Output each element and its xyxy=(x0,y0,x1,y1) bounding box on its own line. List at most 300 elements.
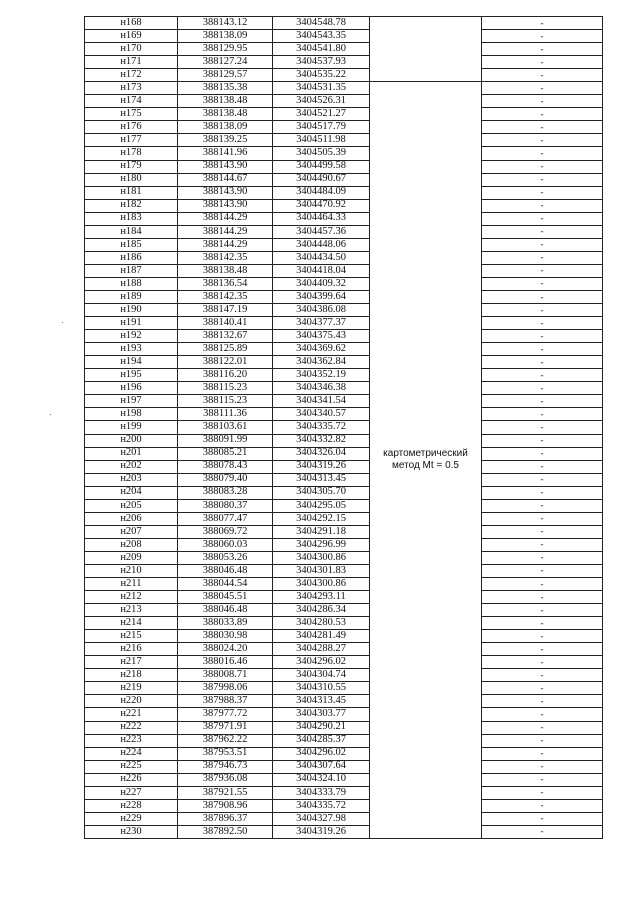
y-coordinate-cell: 3404521.27 xyxy=(273,108,370,121)
y-coordinate-cell: 3404296.02 xyxy=(273,747,370,760)
dash-cell: - xyxy=(482,212,603,225)
dash-cell: - xyxy=(482,382,603,395)
x-coordinate-cell: 388085.21 xyxy=(178,447,273,460)
dash-cell: - xyxy=(482,486,603,499)
table-row xyxy=(85,251,603,264)
table-row xyxy=(85,499,603,512)
y-coordinate-cell: 3404511.98 xyxy=(273,134,370,147)
table-row xyxy=(85,786,603,799)
dash-cell: - xyxy=(482,395,603,408)
y-coordinate-cell: 3404305.70 xyxy=(273,486,370,499)
point-id-cell: н220 xyxy=(85,695,178,708)
x-coordinate-cell: 388024.20 xyxy=(178,643,273,656)
table-row xyxy=(85,408,603,421)
table-row xyxy=(85,186,603,199)
x-coordinate-cell: 388143.90 xyxy=(178,186,273,199)
x-coordinate-cell: 387946.73 xyxy=(178,760,273,773)
dash-cell: - xyxy=(482,617,603,630)
table-row xyxy=(85,525,603,538)
point-id-cell: н221 xyxy=(85,708,178,721)
point-id-cell: н211 xyxy=(85,578,178,591)
table-row xyxy=(85,799,603,812)
point-id-cell: н174 xyxy=(85,95,178,108)
point-id-cell: н205 xyxy=(85,499,178,512)
point-id-cell: н229 xyxy=(85,812,178,825)
y-coordinate-cell: 3404448.06 xyxy=(273,238,370,251)
y-coordinate-cell: 3404352.19 xyxy=(273,369,370,382)
x-coordinate-cell: 388060.03 xyxy=(178,538,273,551)
x-coordinate-cell: 387896.37 xyxy=(178,812,273,825)
point-id-cell: н209 xyxy=(85,551,178,564)
point-id-cell: н172 xyxy=(85,69,178,82)
point-id-cell: н212 xyxy=(85,591,178,604)
y-coordinate-cell: 3404300.86 xyxy=(273,578,370,591)
table-row xyxy=(85,551,603,564)
dash-cell: - xyxy=(482,473,603,486)
y-coordinate-cell: 3404543.35 xyxy=(273,30,370,43)
dash-cell: - xyxy=(482,760,603,773)
x-coordinate-cell: 387936.08 xyxy=(178,773,273,786)
table-row xyxy=(85,564,603,577)
dash-cell: - xyxy=(482,343,603,356)
point-id-cell: н199 xyxy=(85,421,178,434)
y-coordinate-cell: 3404541.80 xyxy=(273,43,370,56)
point-id-cell: н185 xyxy=(85,238,178,251)
x-coordinate-cell: 388142.35 xyxy=(178,251,273,264)
x-coordinate-cell: 388141.96 xyxy=(178,147,273,160)
dash-cell: - xyxy=(482,108,603,121)
table-row xyxy=(85,825,603,838)
dash-cell: - xyxy=(482,695,603,708)
point-id-cell: н195 xyxy=(85,369,178,382)
dash-cell: - xyxy=(482,434,603,447)
dash-cell: - xyxy=(482,564,603,577)
y-coordinate-cell: 3404285.37 xyxy=(273,734,370,747)
dash-cell: - xyxy=(482,447,603,460)
y-coordinate-cell: 3404386.08 xyxy=(273,304,370,317)
y-coordinate-cell: 3404341.54 xyxy=(273,395,370,408)
x-coordinate-cell: 388127.24 xyxy=(178,56,273,69)
x-coordinate-cell: 387892.50 xyxy=(178,825,273,838)
x-coordinate-cell: 387962.22 xyxy=(178,734,273,747)
x-coordinate-cell: 388129.57 xyxy=(178,69,273,82)
point-id-cell: н191 xyxy=(85,317,178,330)
y-coordinate-cell: 3404296.99 xyxy=(273,538,370,551)
y-coordinate-cell: 3404377.37 xyxy=(273,317,370,330)
dash-cell: - xyxy=(482,330,603,343)
y-coordinate-cell: 3404303.77 xyxy=(273,708,370,721)
point-id-cell: н180 xyxy=(85,173,178,186)
y-coordinate-cell: 3404301.83 xyxy=(273,564,370,577)
point-id-cell: н225 xyxy=(85,760,178,773)
dash-cell: - xyxy=(482,225,603,238)
y-coordinate-cell: 3404399.64 xyxy=(273,290,370,303)
point-id-cell: н227 xyxy=(85,786,178,799)
point-id-cell: н198 xyxy=(85,408,178,421)
table-row xyxy=(85,225,603,238)
coordinates-table-body xyxy=(85,17,603,839)
x-coordinate-cell: 388030.98 xyxy=(178,630,273,643)
table-row xyxy=(85,578,603,591)
coordinates-table xyxy=(84,16,603,839)
point-id-cell: н188 xyxy=(85,277,178,290)
dash-cell: - xyxy=(482,369,603,382)
table-row xyxy=(85,173,603,186)
dash-cell: - xyxy=(482,160,603,173)
x-coordinate-cell: 388142.35 xyxy=(178,290,273,303)
dash-cell: - xyxy=(482,460,603,473)
table-row xyxy=(85,330,603,343)
y-coordinate-cell: 3404310.55 xyxy=(273,682,370,695)
point-id-cell: н226 xyxy=(85,773,178,786)
point-id-cell: н181 xyxy=(85,186,178,199)
x-coordinate-cell: 388144.29 xyxy=(178,212,273,225)
dash-cell: - xyxy=(482,356,603,369)
scan-speck xyxy=(50,414,51,415)
point-id-cell: н219 xyxy=(85,682,178,695)
y-coordinate-cell: 3404326.04 xyxy=(273,447,370,460)
dash-cell: - xyxy=(482,525,603,538)
point-id-cell: н203 xyxy=(85,473,178,486)
point-id-cell: н183 xyxy=(85,212,178,225)
table-row xyxy=(85,669,603,682)
method-note-cell xyxy=(370,82,482,839)
y-coordinate-cell: 3404418.04 xyxy=(273,264,370,277)
y-coordinate-cell: 3404304.74 xyxy=(273,669,370,682)
dash-cell: - xyxy=(482,238,603,251)
table-row xyxy=(85,343,603,356)
y-coordinate-cell: 3404288.27 xyxy=(273,643,370,656)
point-id-cell: н187 xyxy=(85,264,178,277)
x-coordinate-cell: 388139.25 xyxy=(178,134,273,147)
table-row xyxy=(85,760,603,773)
table-row xyxy=(85,538,603,551)
point-id-cell: н207 xyxy=(85,525,178,538)
y-coordinate-cell: 3404362.84 xyxy=(273,356,370,369)
x-coordinate-cell: 388135.38 xyxy=(178,82,273,95)
table-row xyxy=(85,304,603,317)
dash-cell: - xyxy=(482,682,603,695)
y-coordinate-cell: 3404375.43 xyxy=(273,330,370,343)
table-row xyxy=(85,447,603,460)
table-row xyxy=(85,147,603,160)
x-coordinate-cell: 388116.20 xyxy=(178,369,273,382)
table-row xyxy=(85,56,603,69)
table-row xyxy=(85,121,603,134)
table-row xyxy=(85,747,603,760)
dash-cell: - xyxy=(482,604,603,617)
point-id-cell: н218 xyxy=(85,669,178,682)
x-coordinate-cell: 388033.89 xyxy=(178,617,273,630)
dash-cell: - xyxy=(482,512,603,525)
x-coordinate-cell: 387971.91 xyxy=(178,721,273,734)
x-coordinate-cell: 388115.23 xyxy=(178,395,273,408)
point-id-cell: н190 xyxy=(85,304,178,317)
point-id-cell: н204 xyxy=(85,486,178,499)
table-row xyxy=(85,617,603,630)
point-id-cell: н171 xyxy=(85,56,178,69)
dash-cell: - xyxy=(482,147,603,160)
y-coordinate-cell: 3404319.26 xyxy=(273,825,370,838)
point-id-cell: н176 xyxy=(85,121,178,134)
x-coordinate-cell: 388079.40 xyxy=(178,473,273,486)
dash-cell: - xyxy=(482,199,603,212)
dash-cell: - xyxy=(482,591,603,604)
x-coordinate-cell: 388147.19 xyxy=(178,304,273,317)
y-coordinate-cell: 3404470.92 xyxy=(273,199,370,212)
x-coordinate-cell: 387921.55 xyxy=(178,786,273,799)
x-coordinate-cell: 388136.54 xyxy=(178,277,273,290)
point-id-cell: н216 xyxy=(85,643,178,656)
point-id-cell: н186 xyxy=(85,251,178,264)
y-coordinate-cell: 3404313.45 xyxy=(273,473,370,486)
y-coordinate-cell: 3404335.72 xyxy=(273,421,370,434)
point-id-cell: н189 xyxy=(85,290,178,303)
dash-cell: - xyxy=(482,825,603,838)
x-coordinate-cell: 388078.43 xyxy=(178,460,273,473)
table-row xyxy=(85,160,603,173)
x-coordinate-cell: 388016.46 xyxy=(178,656,273,669)
table-row xyxy=(85,43,603,56)
dash-cell: - xyxy=(482,799,603,812)
x-coordinate-cell: 388143.90 xyxy=(178,160,273,173)
dash-cell: - xyxy=(482,643,603,656)
table-row xyxy=(85,290,603,303)
point-id-cell: н197 xyxy=(85,395,178,408)
dash-cell: - xyxy=(482,734,603,747)
dash-cell: - xyxy=(482,56,603,69)
y-coordinate-cell: 3404291.18 xyxy=(273,525,370,538)
y-coordinate-cell: 3404531.35 xyxy=(273,82,370,95)
table-row xyxy=(85,238,603,251)
point-id-cell: н210 xyxy=(85,564,178,577)
dash-cell: - xyxy=(482,421,603,434)
x-coordinate-cell: 388132.67 xyxy=(178,330,273,343)
dash-cell: - xyxy=(482,708,603,721)
table-row xyxy=(85,656,603,669)
y-coordinate-cell: 3404505.39 xyxy=(273,147,370,160)
y-coordinate-cell: 3404319.26 xyxy=(273,460,370,473)
method-note-line2: метод Mt = 0.5 xyxy=(392,460,459,472)
table-row xyxy=(85,382,603,395)
x-coordinate-cell: 388077.47 xyxy=(178,512,273,525)
dash-cell: - xyxy=(482,538,603,551)
point-id-cell: н201 xyxy=(85,447,178,460)
y-coordinate-cell: 3404332.82 xyxy=(273,434,370,447)
scan-speck xyxy=(62,322,63,323)
y-coordinate-cell: 3404346.38 xyxy=(273,382,370,395)
y-coordinate-cell: 3404295.05 xyxy=(273,499,370,512)
method-note-line1: картометрический xyxy=(383,447,468,459)
y-coordinate-cell: 3404499.58 xyxy=(273,160,370,173)
dash-cell: - xyxy=(482,17,603,30)
table-row xyxy=(85,630,603,643)
x-coordinate-cell: 387977.72 xyxy=(178,708,273,721)
x-coordinate-cell: 388080.37 xyxy=(178,499,273,512)
point-id-cell: н208 xyxy=(85,538,178,551)
point-id-cell: н194 xyxy=(85,356,178,369)
table-row xyxy=(85,773,603,786)
point-id-cell: н179 xyxy=(85,160,178,173)
dash-cell: - xyxy=(482,578,603,591)
point-id-cell: н170 xyxy=(85,43,178,56)
dash-cell: - xyxy=(482,304,603,317)
dash-cell: - xyxy=(482,121,603,134)
table-row xyxy=(85,434,603,447)
table-row xyxy=(85,604,603,617)
table-row xyxy=(85,30,603,43)
table-row xyxy=(85,17,603,30)
y-coordinate-cell: 3404335.72 xyxy=(273,799,370,812)
dash-cell: - xyxy=(482,499,603,512)
x-coordinate-cell: 388138.09 xyxy=(178,30,273,43)
y-coordinate-cell: 3404537.93 xyxy=(273,56,370,69)
dash-cell: - xyxy=(482,69,603,82)
table-row xyxy=(85,682,603,695)
dash-cell: - xyxy=(482,408,603,421)
dash-cell: - xyxy=(482,30,603,43)
point-id-cell: н192 xyxy=(85,330,178,343)
point-id-cell: н230 xyxy=(85,825,178,838)
dash-cell: - xyxy=(482,747,603,760)
table-row xyxy=(85,395,603,408)
table-row xyxy=(85,643,603,656)
point-id-cell: н215 xyxy=(85,630,178,643)
point-id-cell: н196 xyxy=(85,382,178,395)
y-coordinate-cell: 3404457.36 xyxy=(273,225,370,238)
dash-cell: - xyxy=(482,290,603,303)
dash-cell: - xyxy=(482,317,603,330)
table-row xyxy=(85,721,603,734)
y-coordinate-cell: 3404490.67 xyxy=(273,173,370,186)
point-id-cell: н173 xyxy=(85,82,178,95)
x-coordinate-cell: 388046.48 xyxy=(178,604,273,617)
dash-cell: - xyxy=(482,251,603,264)
dash-cell: - xyxy=(482,186,603,199)
y-coordinate-cell: 3404484.09 xyxy=(273,186,370,199)
x-coordinate-cell: 387953.51 xyxy=(178,747,273,760)
x-coordinate-cell: 388138.48 xyxy=(178,95,273,108)
point-id-cell: н223 xyxy=(85,734,178,747)
dash-cell: - xyxy=(482,812,603,825)
y-coordinate-cell: 3404296.02 xyxy=(273,656,370,669)
table-row xyxy=(85,708,603,721)
table-row xyxy=(85,460,603,473)
y-coordinate-cell: 3404526.31 xyxy=(273,95,370,108)
y-coordinate-cell: 3404327.98 xyxy=(273,812,370,825)
y-coordinate-cell: 3404548.78 xyxy=(273,17,370,30)
dash-cell: - xyxy=(482,773,603,786)
x-coordinate-cell: 388138.48 xyxy=(178,264,273,277)
y-coordinate-cell: 3404280.53 xyxy=(273,617,370,630)
x-coordinate-cell: 388045.51 xyxy=(178,591,273,604)
x-coordinate-cell: 388144.29 xyxy=(178,238,273,251)
y-coordinate-cell: 3404307.64 xyxy=(273,760,370,773)
table-row xyxy=(85,95,603,108)
point-id-cell: н206 xyxy=(85,512,178,525)
x-coordinate-cell: 387988.37 xyxy=(178,695,273,708)
point-id-cell: н182 xyxy=(85,199,178,212)
point-id-cell: н193 xyxy=(85,343,178,356)
point-id-cell: н169 xyxy=(85,30,178,43)
table-row xyxy=(85,812,603,825)
x-coordinate-cell: 388008.71 xyxy=(178,669,273,682)
y-coordinate-cell: 3404324.10 xyxy=(273,773,370,786)
x-coordinate-cell: 388083.28 xyxy=(178,486,273,499)
x-coordinate-cell: 388125.89 xyxy=(178,343,273,356)
x-coordinate-cell: 388103.61 xyxy=(178,421,273,434)
dash-cell: - xyxy=(482,264,603,277)
y-coordinate-cell: 3404409.32 xyxy=(273,277,370,290)
y-coordinate-cell: 3404290.21 xyxy=(273,721,370,734)
table-row xyxy=(85,591,603,604)
table-row xyxy=(85,695,603,708)
table-row xyxy=(85,369,603,382)
y-coordinate-cell: 3404292.15 xyxy=(273,512,370,525)
dash-cell: - xyxy=(482,134,603,147)
x-coordinate-cell: 388046.48 xyxy=(178,564,273,577)
x-coordinate-cell: 388069.72 xyxy=(178,525,273,538)
x-coordinate-cell: 388044.54 xyxy=(178,578,273,591)
x-coordinate-cell: 388115.23 xyxy=(178,382,273,395)
y-coordinate-cell: 3404333.79 xyxy=(273,786,370,799)
dash-cell: - xyxy=(482,669,603,682)
point-id-cell: н175 xyxy=(85,108,178,121)
x-coordinate-cell: 388091.99 xyxy=(178,434,273,447)
table-row xyxy=(85,356,603,369)
table-row xyxy=(85,134,603,147)
point-id-cell: н177 xyxy=(85,134,178,147)
dash-cell: - xyxy=(482,82,603,95)
point-id-cell: н214 xyxy=(85,617,178,630)
y-coordinate-cell: 3404293.11 xyxy=(273,591,370,604)
dash-cell: - xyxy=(482,551,603,564)
point-id-cell: н224 xyxy=(85,747,178,760)
table-row xyxy=(85,82,603,95)
table-row xyxy=(85,199,603,212)
point-id-cell: н168 xyxy=(85,17,178,30)
y-coordinate-cell: 3404434.50 xyxy=(273,251,370,264)
x-coordinate-cell: 388129.95 xyxy=(178,43,273,56)
table-row xyxy=(85,421,603,434)
x-coordinate-cell: 388144.67 xyxy=(178,173,273,186)
point-id-cell: н222 xyxy=(85,721,178,734)
x-coordinate-cell: 388144.29 xyxy=(178,225,273,238)
table-row xyxy=(85,486,603,499)
dash-cell: - xyxy=(482,43,603,56)
dash-cell: - xyxy=(482,656,603,669)
y-coordinate-cell: 3404300.86 xyxy=(273,551,370,564)
x-coordinate-cell: 387998.06 xyxy=(178,682,273,695)
table-row xyxy=(85,734,603,747)
y-coordinate-cell: 3404369.62 xyxy=(273,343,370,356)
y-coordinate-cell: 3404464.33 xyxy=(273,212,370,225)
point-id-cell: н202 xyxy=(85,460,178,473)
x-coordinate-cell: 388143.12 xyxy=(178,17,273,30)
y-coordinate-cell: 3404281.49 xyxy=(273,630,370,643)
x-coordinate-cell: 388122.01 xyxy=(178,356,273,369)
y-coordinate-cell: 3404517.79 xyxy=(273,121,370,134)
point-id-cell: н200 xyxy=(85,434,178,447)
point-id-cell: н228 xyxy=(85,799,178,812)
x-coordinate-cell: 388111.36 xyxy=(178,408,273,421)
y-coordinate-cell: 3404313.45 xyxy=(273,695,370,708)
table-row xyxy=(85,108,603,121)
x-coordinate-cell: 388143.90 xyxy=(178,199,273,212)
table-row xyxy=(85,69,603,82)
table-row xyxy=(85,264,603,277)
dash-cell: - xyxy=(482,277,603,290)
